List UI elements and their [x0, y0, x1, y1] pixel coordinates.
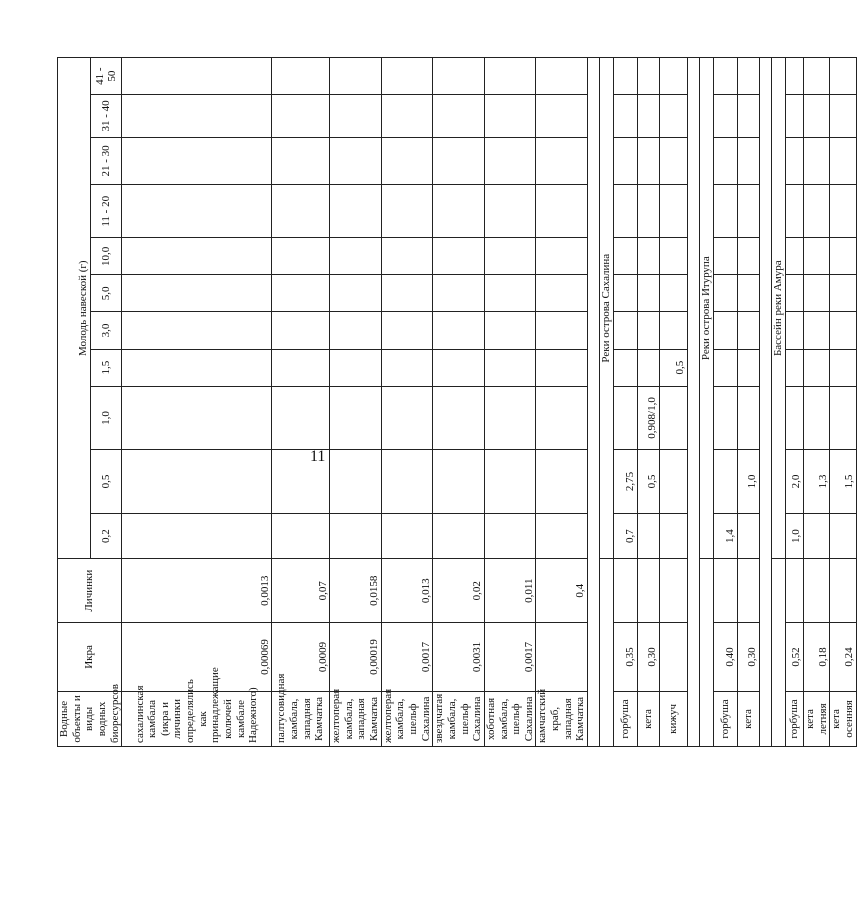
mass-value-cell	[272, 386, 330, 450]
species-name-cell: кета	[638, 691, 660, 746]
roe-value-cell: 0,35	[614, 623, 638, 692]
species-name-cell: желтоперая камбала, шельф Сахалина	[381, 691, 433, 746]
mass-value-cell	[614, 349, 638, 386]
mass-value-cell: 1,3	[804, 450, 830, 514]
larvae-value-cell: 0,4	[536, 559, 588, 623]
mass-value-cell	[804, 185, 830, 238]
table-row	[786, 58, 804, 747]
mass-value-cell	[272, 137, 330, 185]
mass-value-cell	[484, 450, 536, 514]
mass-value-cell	[804, 312, 830, 349]
mass-column-header: 10,0	[91, 238, 122, 275]
mass-value-cell	[536, 275, 588, 312]
mass-value-cell	[660, 238, 688, 275]
mass-value-cell	[786, 58, 804, 95]
mass-value-cell	[330, 185, 382, 238]
header-row	[58, 58, 91, 747]
spacer-row	[688, 58, 700, 747]
mass-value-cell	[536, 513, 588, 559]
mass-value-cell	[714, 349, 738, 386]
mass-value-cell	[714, 312, 738, 349]
species-name-cell: горбуша	[614, 691, 638, 746]
mass-value-cell	[786, 312, 804, 349]
mass-value-cell	[786, 238, 804, 275]
table-row	[484, 58, 536, 747]
mass-value-cell	[830, 137, 856, 185]
mass-value-cell	[381, 275, 433, 312]
mass-value-cell	[660, 312, 688, 349]
mass-value-cell	[738, 95, 760, 137]
mass-value-cell: 0,908/1,0	[638, 386, 660, 450]
mass-value-cell	[122, 185, 272, 238]
mass-value-cell	[330, 450, 382, 514]
mass-value-cell	[660, 185, 688, 238]
table-row	[330, 58, 382, 747]
mass-value-cell	[830, 312, 856, 349]
larvae-value-cell	[738, 559, 760, 623]
mass-value-cell	[433, 450, 485, 514]
roe-value-cell: 0,0009	[272, 623, 330, 692]
mass-value-cell	[484, 312, 536, 349]
roe-value-cell: 0,52	[786, 623, 804, 692]
mass-value-cell	[536, 450, 588, 514]
mass-value-cell	[433, 185, 485, 238]
mass-value-cell	[272, 185, 330, 238]
mass-value-cell	[433, 58, 485, 95]
mass-value-cell	[381, 58, 433, 95]
larvae-value-cell	[660, 559, 688, 623]
mass-column-header: 0,2	[91, 513, 122, 559]
mass-value-cell	[433, 275, 485, 312]
mass-value-cell	[433, 349, 485, 386]
mass-value-cell	[330, 95, 382, 137]
larvae-value-cell: 0,02	[433, 559, 485, 623]
mass-value-cell	[272, 58, 330, 95]
mass-value-cell	[714, 185, 738, 238]
mass-value-cell: 0,5	[660, 349, 688, 386]
mass-value-cell	[804, 137, 830, 185]
mass-value-cell	[738, 386, 760, 450]
mass-value-cell	[830, 185, 856, 238]
roe-value-cell: 0,00019	[330, 623, 382, 692]
mass-value-cell: 2,0	[786, 450, 804, 514]
mass-value-cell	[786, 386, 804, 450]
larvae-value-cell	[804, 559, 830, 623]
species-name-cell: кета	[738, 691, 760, 746]
mass-value-cell	[381, 513, 433, 559]
mass-value-cell	[804, 95, 830, 137]
species-name-cell: горбуша	[714, 691, 738, 746]
mass-value-cell	[738, 349, 760, 386]
table-row	[660, 58, 688, 747]
roe-value-cell: 0,0017	[484, 623, 536, 692]
mass-value-cell	[330, 312, 382, 349]
mass-value-cell	[330, 58, 382, 95]
mass-value-cell	[330, 275, 382, 312]
mass-value-cell	[122, 349, 272, 386]
mass-value-cell	[804, 58, 830, 95]
mass-value-cell: 1,0	[738, 450, 760, 514]
mass-value-cell	[433, 238, 485, 275]
mass-value-cell	[272, 275, 330, 312]
section-row	[600, 58, 614, 747]
mass-value-cell	[638, 513, 660, 559]
mass-value-cell	[786, 275, 804, 312]
mass-value-cell	[804, 238, 830, 275]
mass-value-cell	[433, 513, 485, 559]
mass-value-cell	[484, 238, 536, 275]
mass-value-cell	[536, 386, 588, 450]
mass-value-cell	[714, 58, 738, 95]
section-title: Реки острова Сахалина	[600, 58, 614, 559]
mass-value-cell	[122, 95, 272, 137]
mass-value-cell	[714, 238, 738, 275]
mass-value-cell	[614, 312, 638, 349]
mass-value-cell	[738, 275, 760, 312]
mass-value-cell	[122, 137, 272, 185]
mass-value-cell	[614, 275, 638, 312]
mass-value-cell	[660, 137, 688, 185]
mass-value-cell	[381, 238, 433, 275]
species-name-cell: кета осенняя	[830, 691, 856, 746]
mass-value-cell	[381, 450, 433, 514]
section-row	[700, 58, 714, 747]
mass-value-cell	[272, 450, 330, 514]
mass-value-cell	[122, 450, 272, 514]
roe-value-cell: 0,30	[638, 623, 660, 692]
mass-value-cell	[122, 513, 272, 559]
spacer-row	[588, 58, 600, 747]
table-row	[614, 58, 638, 747]
mass-value-cell	[272, 95, 330, 137]
mass-value-cell	[381, 185, 433, 238]
mass-value-cell	[638, 275, 660, 312]
larvae-value-cell: 0,013	[381, 559, 433, 623]
mass-value-cell	[830, 386, 856, 450]
mass-value-cell	[830, 58, 856, 95]
mass-value-cell	[484, 349, 536, 386]
mass-value-cell	[484, 95, 536, 137]
mass-value-cell	[122, 58, 272, 95]
table-row	[381, 58, 433, 747]
mass-value-cell	[714, 95, 738, 137]
mass-value-cell	[714, 386, 738, 450]
mass-value-cell	[536, 349, 588, 386]
mass-value-cell	[484, 513, 536, 559]
mass-value-cell	[381, 95, 433, 137]
mass-column-header: 0,5	[91, 450, 122, 514]
mass-value-cell	[614, 137, 638, 185]
mass-value-cell	[738, 513, 760, 559]
mass-value-cell	[484, 137, 536, 185]
mass-value-cell	[786, 137, 804, 185]
mass-value-cell	[830, 95, 856, 137]
mass-value-cell	[536, 185, 588, 238]
mass-value-cell	[433, 312, 485, 349]
mass-value-cell	[272, 349, 330, 386]
larvae-value-cell	[830, 559, 856, 623]
mass-value-cell	[614, 185, 638, 238]
mass-value-cell	[830, 513, 856, 559]
mass-value-cell	[122, 312, 272, 349]
mass-value-cell	[660, 450, 688, 514]
mass-value-cell	[614, 386, 638, 450]
table-row	[830, 58, 856, 747]
mass-value-cell	[122, 275, 272, 312]
larvae-column-header: Личинки	[58, 559, 122, 623]
mass-value-cell	[272, 312, 330, 349]
table-row	[804, 58, 830, 747]
spacer-cell	[760, 58, 772, 747]
mass-value-cell	[330, 386, 382, 450]
table-row	[272, 58, 330, 747]
mass-column-header: 21 - 30	[91, 137, 122, 185]
table-row	[714, 58, 738, 747]
mass-value-cell	[484, 185, 536, 238]
mass-value-cell	[122, 238, 272, 275]
mass-value-cell	[660, 275, 688, 312]
mass-value-cell	[433, 95, 485, 137]
mass-value-cell	[738, 238, 760, 275]
mass-value-cell	[804, 513, 830, 559]
mass-value-cell	[660, 58, 688, 95]
mass-value-cell	[536, 137, 588, 185]
section-blank-cell	[700, 559, 714, 747]
mass-value-cell	[660, 513, 688, 559]
mass-value-cell	[484, 386, 536, 450]
species-name-cell: кета летняя	[804, 691, 830, 746]
roe-value-cell: 0,18	[804, 623, 830, 692]
larvae-value-cell: 0,07	[272, 559, 330, 623]
section-row	[772, 58, 786, 747]
mass-value-cell	[381, 137, 433, 185]
mass-value-cell	[738, 137, 760, 185]
mass-value-cell	[614, 95, 638, 137]
species-name-cell: горбуша	[786, 691, 804, 746]
mass-value-cell	[714, 137, 738, 185]
mass-value-cell	[830, 349, 856, 386]
roe-value-cell: 0,30	[738, 623, 760, 692]
mass-value-cell	[433, 137, 485, 185]
mass-value-cell	[830, 275, 856, 312]
mass-value-cell	[714, 450, 738, 514]
section-title: Реки острова Итурупа	[700, 58, 714, 559]
roe-column-header: Икра	[58, 623, 122, 692]
larvae-value-cell: 0,0158	[330, 559, 382, 623]
mass-value-cell	[381, 312, 433, 349]
larvae-value-cell: 0,011	[484, 559, 536, 623]
juvenile-mass-table	[57, 57, 857, 747]
mass-value-cell	[714, 275, 738, 312]
mass-value-cell	[830, 238, 856, 275]
mass-value-cell	[804, 386, 830, 450]
mass-value-cell	[272, 513, 330, 559]
roe-value-cell	[536, 623, 588, 692]
mass-value-cell	[660, 386, 688, 450]
mass-value-cell: 1,5	[830, 450, 856, 514]
table-row	[738, 58, 760, 747]
larvae-value-cell	[714, 559, 738, 623]
mass-value-cell	[330, 513, 382, 559]
mass-value-cell	[330, 349, 382, 386]
mass-value-cell	[536, 238, 588, 275]
mass-value-cell	[381, 386, 433, 450]
mass-value-cell	[433, 386, 485, 450]
mass-value-cell	[638, 349, 660, 386]
mass-column-header: 11 - 20	[91, 185, 122, 238]
table-row	[122, 58, 272, 747]
mass-value-cell	[272, 238, 330, 275]
mass-value-cell: 0,5	[638, 450, 660, 514]
spacer-cell	[688, 58, 700, 747]
larvae-value-cell	[614, 559, 638, 623]
roe-value-cell: 0,0031	[433, 623, 485, 692]
mass-column-header: 1,0	[91, 386, 122, 450]
larvae-value-cell: 0,0013	[122, 559, 272, 623]
larvae-value-cell	[638, 559, 660, 623]
roe-value-cell: 0,0017	[381, 623, 433, 692]
table-row	[638, 58, 660, 747]
mass-value-cell: 2,75	[614, 450, 638, 514]
mass-value-cell	[638, 95, 660, 137]
larvae-value-cell	[786, 559, 804, 623]
mass-column-header: 1,5	[91, 349, 122, 386]
species-name-cell: хоботная камбала, шельф Сахалина	[484, 691, 536, 746]
mass-value-cell	[638, 137, 660, 185]
mass-value-cell	[381, 349, 433, 386]
mass-value-cell	[638, 238, 660, 275]
mass-value-cell	[638, 58, 660, 95]
spacer-row	[760, 58, 772, 747]
mass-value-cell	[536, 58, 588, 95]
page-number: 11	[310, 448, 326, 465]
mass-value-cell	[484, 275, 536, 312]
mass-value-cell	[786, 95, 804, 137]
species-name-cell: палтусовидная камбала, западная Камчатка	[272, 691, 330, 746]
mass-value-cell	[786, 185, 804, 238]
species-name-cell: звездчатая камбала, шельф Сахалина	[433, 691, 485, 746]
mass-value-cell	[484, 58, 536, 95]
mass-value-cell	[614, 58, 638, 95]
mass-value-cell	[738, 185, 760, 238]
table-row	[433, 58, 485, 747]
mass-value-cell	[738, 312, 760, 349]
species-name-cell: сахалинская камбала (икра и личинки определялись как принадлежащие колючей камбале Надежного)	[122, 691, 272, 746]
mass-value-cell	[122, 386, 272, 450]
mass-value-cell: 0,7	[614, 513, 638, 559]
mass-value-cell	[786, 349, 804, 386]
species-column-header: Водные объекты и виды водных биоресурсов	[58, 691, 122, 746]
mass-value-cell	[330, 238, 382, 275]
mass-value-cell	[804, 349, 830, 386]
mass-value-cell: 1,4	[714, 513, 738, 559]
section-blank-cell	[600, 559, 614, 747]
mass-value-cell	[638, 185, 660, 238]
table-row	[536, 58, 588, 747]
section-title: Бассейн реки Амура	[772, 58, 786, 559]
juvenile-group-header: Молодь навеской (г)	[58, 58, 91, 559]
species-name-cell: камчатский краб, западная Камчатка	[536, 691, 588, 746]
mass-value-cell	[614, 238, 638, 275]
mass-value-cell	[536, 95, 588, 137]
mass-column-header: 41 - 50	[91, 58, 122, 95]
spacer-cell	[588, 58, 600, 747]
roe-value-cell: 0,24	[830, 623, 856, 692]
mass-value-cell	[536, 312, 588, 349]
mass-value-cell	[738, 58, 760, 95]
roe-value-cell: 0,40	[714, 623, 738, 692]
mass-value-cell	[660, 95, 688, 137]
mass-value-cell	[330, 137, 382, 185]
mass-column-header: 3,0	[91, 312, 122, 349]
mass-value-cell	[804, 275, 830, 312]
species-name-cell: желтоперая камбала, западная Камчатка	[330, 691, 382, 746]
mass-column-header: 31 - 40	[91, 95, 122, 137]
mass-value-cell	[638, 312, 660, 349]
section-blank-cell	[772, 559, 786, 747]
mass-column-header: 5,0	[91, 275, 122, 312]
species-name-cell: кижуч	[660, 691, 688, 746]
roe-value-cell: 0,00069	[122, 623, 272, 692]
mass-value-cell: 1,0	[786, 513, 804, 559]
roe-value-cell	[660, 623, 688, 692]
